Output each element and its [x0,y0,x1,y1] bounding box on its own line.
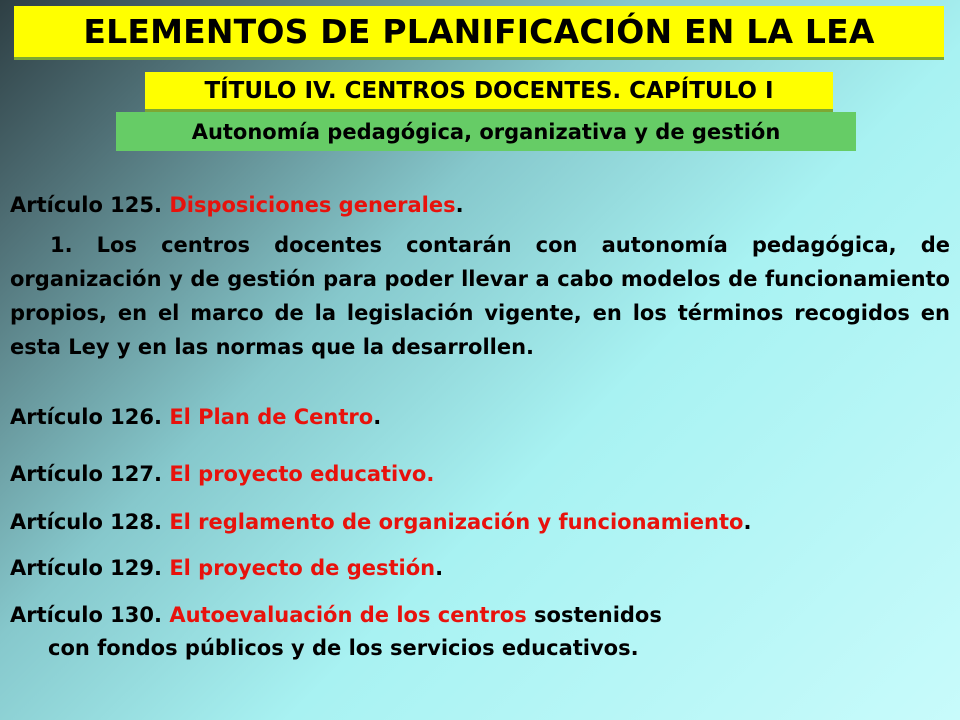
article-130-continuation: con fondos públicos y de los servicios educativos. [48,636,639,660]
article-punct: . [743,510,752,534]
article-number: Artículo 130. [10,603,170,627]
article-126 [10,405,381,429]
section-heading: Autonomía pedagógica, organizativa y de gestión [116,112,856,151]
article-number: Artículo 129. [10,556,170,580]
article-125 [10,193,464,217]
article-129 [10,556,443,580]
article-128 [10,510,751,534]
article-title: El proyecto de gestión [169,556,436,580]
article-125-paragraph: 1. Los centros docentes contarán con autonomía pedagógica, de organización y de gestión para poder llevar a cabo modelos de funcionamiento propios, en el marco de la legislación vigente, en los términos recogidos en esta Ley y en las normas que la desarrollen. [10,233,950,359]
article-130 [10,603,662,627]
slide-title: ELEMENTOS DE PLANIFICACIÓN EN LA LEA [14,6,944,60]
article-punct: . [455,193,464,217]
article-title: El proyecto educativo. [169,462,435,486]
article-number: Artículo 126. [10,405,170,429]
article-punct: . [435,556,444,580]
article-punct: . [373,405,382,429]
article-127 [10,462,434,486]
chapter-heading: TÍTULO IV. CENTROS DOCENTES. CAPÍTULO I [145,72,833,112]
article-title: El reglamento de organización y funcionamiento [169,510,744,534]
article-punct: sostenidos [526,603,662,627]
article-number: Artículo 127. [10,462,170,486]
article-number: Artículo 128. [10,510,170,534]
article-title: Disposiciones generales [169,193,456,217]
article-title: Autoevaluación de los centros [169,603,527,627]
article-number: Artículo 125. [10,193,170,217]
article-title: El Plan de Centro [169,405,374,429]
